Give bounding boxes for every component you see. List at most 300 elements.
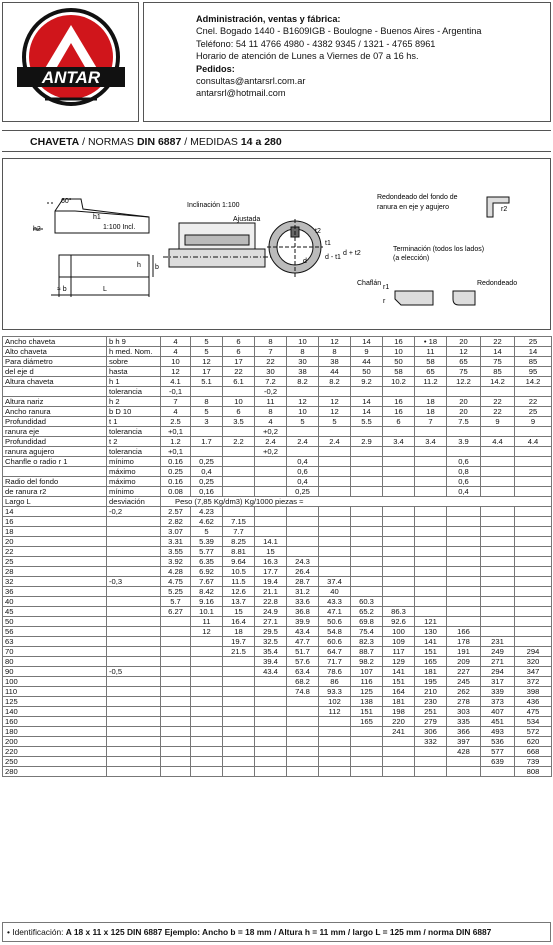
spec-cell: 0,6 bbox=[287, 467, 319, 477]
weight-cell: 47.1 bbox=[319, 607, 351, 617]
weight-cell: 11.5 bbox=[223, 577, 255, 587]
weight-cell: 16.3 bbox=[255, 557, 287, 567]
weight-cell: 43.4 bbox=[255, 667, 287, 677]
deviation-cell bbox=[107, 737, 161, 747]
spec-cell bbox=[383, 387, 415, 397]
weight-row bbox=[3, 747, 552, 757]
length-cell: 70 bbox=[3, 647, 107, 657]
weight-cell: 75.4 bbox=[351, 627, 383, 637]
spec-cell: 6 bbox=[223, 337, 255, 347]
weight-cell: 808 bbox=[515, 767, 552, 777]
spec-cell bbox=[191, 447, 223, 457]
weight-cell bbox=[515, 617, 552, 627]
weight-cell: 5.39 bbox=[191, 537, 223, 547]
weight-cell bbox=[255, 747, 287, 757]
weight-cell bbox=[383, 587, 415, 597]
weight-cell bbox=[415, 597, 447, 607]
weight-cell: 21.5 bbox=[223, 647, 255, 657]
spec-cell: 22 bbox=[515, 397, 552, 407]
weight-cell: 107 bbox=[351, 667, 383, 677]
weight-cell bbox=[447, 607, 481, 617]
spec-cell: 11.2 bbox=[415, 377, 447, 387]
spec-row bbox=[3, 457, 552, 467]
weight-cell: 164 bbox=[383, 687, 415, 697]
page-header bbox=[0, 0, 553, 124]
weight-cell bbox=[161, 677, 191, 687]
spec-cell: 8 bbox=[319, 347, 351, 357]
spec-cell: 30 bbox=[287, 357, 319, 367]
weight-cell bbox=[383, 547, 415, 557]
weight-cell bbox=[383, 747, 415, 757]
spec-cell: 14 bbox=[351, 407, 383, 417]
weight-cell bbox=[191, 707, 223, 717]
weight-cell: 64.7 bbox=[319, 647, 351, 657]
spec-cell: 7 bbox=[415, 417, 447, 427]
weight-cell bbox=[161, 667, 191, 677]
weight-cell bbox=[223, 727, 255, 737]
weight-cell bbox=[351, 747, 383, 757]
weight-cell: 43.3 bbox=[319, 597, 351, 607]
weight-cell bbox=[351, 567, 383, 577]
weight-cell bbox=[481, 767, 515, 777]
weight-cell bbox=[447, 617, 481, 627]
weight-cell bbox=[287, 707, 319, 717]
page-title bbox=[2, 130, 551, 152]
spec-cell: 10.2 bbox=[383, 377, 415, 387]
weight-cell: 475 bbox=[515, 707, 552, 717]
weight-cell bbox=[191, 757, 223, 767]
spec-cell: 16 bbox=[383, 397, 415, 407]
spec-cell bbox=[447, 387, 481, 397]
spec-cell bbox=[287, 387, 319, 397]
inclinacion-label: Inclinación 1:100 bbox=[187, 202, 240, 209]
weight-row bbox=[3, 627, 552, 637]
weight-cell bbox=[287, 767, 319, 777]
hours-line: Horario de atención de Lunes a Viernes de 07 a 16 hs. bbox=[196, 51, 419, 62]
spec-cell bbox=[191, 387, 223, 397]
weight-cell bbox=[255, 767, 287, 777]
weight-cell bbox=[255, 677, 287, 687]
weight-cell: 451 bbox=[481, 717, 515, 727]
weight-cell: 141 bbox=[383, 667, 415, 677]
deviation-cell: -0,5 bbox=[107, 667, 161, 677]
weight-cell: 6.92 bbox=[191, 567, 223, 577]
weight-cell bbox=[287, 517, 319, 527]
length-cell: 14 bbox=[3, 507, 107, 517]
weight-cell bbox=[319, 547, 351, 557]
weight-cell: 116 bbox=[351, 677, 383, 687]
deviation-cell bbox=[107, 727, 161, 737]
spec-cell bbox=[515, 477, 552, 487]
weight-cell bbox=[191, 637, 223, 647]
r2-label: r2 bbox=[501, 206, 508, 213]
spec-cell: 18 bbox=[415, 397, 447, 407]
row-label bbox=[3, 387, 107, 397]
weight-cell: 3.07 bbox=[161, 527, 191, 537]
spec-cell: • 18 bbox=[415, 337, 447, 347]
weight-cell bbox=[255, 717, 287, 727]
row-sublabel: t 2 bbox=[107, 437, 161, 447]
spec-cell: 2.4 bbox=[319, 437, 351, 447]
spec-cell: 4.4 bbox=[515, 437, 552, 447]
weight-cell: 198 bbox=[383, 707, 415, 717]
spec-row bbox=[3, 437, 552, 447]
weight-row bbox=[3, 507, 552, 517]
weight-cell bbox=[351, 507, 383, 517]
spec-cell: 5 bbox=[191, 337, 223, 347]
row-label: Altura chaveta bbox=[3, 377, 107, 387]
weight-cell: 15 bbox=[255, 547, 287, 557]
weight-cell: 620 bbox=[515, 737, 552, 747]
weight-cell bbox=[287, 537, 319, 547]
spec-cell: 85 bbox=[481, 367, 515, 377]
spec-cell bbox=[383, 487, 415, 497]
weight-cell: 28.7 bbox=[287, 577, 319, 587]
spec-cell: 12 bbox=[319, 407, 351, 417]
redondeado-title-1: Redondeado del fondo de bbox=[377, 194, 458, 201]
weight-row bbox=[3, 667, 552, 677]
spec-row bbox=[3, 467, 552, 477]
weight-cell: 24.9 bbox=[255, 607, 287, 617]
weight-cell bbox=[481, 557, 515, 567]
h2-label: h2 bbox=[33, 226, 41, 233]
weight-cell: 12.6 bbox=[223, 587, 255, 597]
row-sublabel: tolerancia bbox=[107, 387, 161, 397]
spec-cell: 10 bbox=[383, 347, 415, 357]
weight-cell bbox=[255, 527, 287, 537]
weight-cell: 245 bbox=[447, 677, 481, 687]
spec-cell bbox=[383, 477, 415, 487]
spec-cell: 2.5 bbox=[161, 417, 191, 427]
weight-cell bbox=[481, 607, 515, 617]
spec-cell: 58 bbox=[383, 367, 415, 377]
spec-cell: 22 bbox=[481, 397, 515, 407]
weight-cell bbox=[191, 747, 223, 757]
spec-cell: 5 bbox=[191, 407, 223, 417]
spec-cell: 20 bbox=[447, 337, 481, 347]
weight-cell bbox=[515, 517, 552, 527]
weight-cell bbox=[447, 757, 481, 767]
spec-cell bbox=[515, 487, 552, 497]
spec-cell: 4.4 bbox=[481, 437, 515, 447]
weight-cell bbox=[223, 737, 255, 747]
weight-cell: 4.75 bbox=[161, 577, 191, 587]
deviation-cell bbox=[107, 607, 161, 617]
deviation-cell bbox=[107, 527, 161, 537]
spec-cell: 65 bbox=[447, 357, 481, 367]
weight-cell: 22.8 bbox=[255, 597, 287, 607]
deviation-cell bbox=[107, 757, 161, 767]
weight-row bbox=[3, 557, 552, 567]
weight-cell bbox=[383, 597, 415, 607]
weight-cell bbox=[161, 767, 191, 777]
spec-cell: 25 bbox=[515, 337, 552, 347]
deviation-cell bbox=[107, 597, 161, 607]
weight-cell bbox=[351, 517, 383, 527]
row-sublabel: mínimo bbox=[107, 457, 161, 467]
spec-cell: 0,4 bbox=[447, 487, 481, 497]
weight-cell bbox=[383, 577, 415, 587]
spec-cell: 10 bbox=[287, 337, 319, 347]
spec-cell: 4 bbox=[161, 407, 191, 417]
length-cell: 200 bbox=[3, 737, 107, 747]
orders-heading: Pedidos: bbox=[196, 63, 235, 74]
spec-cell bbox=[415, 457, 447, 467]
weight-cell: 47.7 bbox=[287, 637, 319, 647]
weight-row bbox=[3, 727, 552, 737]
email-2[interactable]: antarsrl@hotmail.com bbox=[196, 88, 286, 99]
weight-row bbox=[3, 707, 552, 717]
length-cell: 160 bbox=[3, 717, 107, 727]
weight-cell bbox=[191, 717, 223, 727]
weight-cell: 210 bbox=[415, 687, 447, 697]
deviation-cell bbox=[107, 657, 161, 667]
weight-cell bbox=[415, 527, 447, 537]
spec-cell bbox=[255, 467, 287, 477]
spec-cell: 14.2 bbox=[481, 377, 515, 387]
deviation-cell: -0,3 bbox=[107, 577, 161, 587]
weight-cell bbox=[161, 657, 191, 667]
weight-cell: 8.81 bbox=[223, 547, 255, 557]
length-cell: 25 bbox=[3, 557, 107, 567]
weight-cell: 668 bbox=[515, 747, 552, 757]
spec-cell: +0,2 bbox=[255, 447, 287, 457]
row-label: ranura eje bbox=[3, 427, 107, 437]
weight-cell bbox=[383, 537, 415, 547]
weight-cell bbox=[161, 717, 191, 727]
weight-cell bbox=[481, 597, 515, 607]
row-label: de ranura r2 bbox=[3, 487, 107, 497]
weight-cell: 18 bbox=[223, 627, 255, 637]
weight-cell bbox=[287, 757, 319, 767]
spec-cell bbox=[447, 447, 481, 457]
spec-row bbox=[3, 367, 552, 377]
spec-cell: 22 bbox=[481, 407, 515, 417]
weight-cell: 317 bbox=[481, 677, 515, 687]
length-cell: 90 bbox=[3, 667, 107, 677]
weight-cell: 407 bbox=[481, 707, 515, 717]
deviation-cell bbox=[107, 537, 161, 547]
weight-cell bbox=[255, 757, 287, 767]
spec-cell: 0,4 bbox=[287, 477, 319, 487]
weight-cell: 181 bbox=[383, 697, 415, 707]
weight-cell bbox=[161, 687, 191, 697]
spec-cell: 22 bbox=[481, 337, 515, 347]
chamfer-detail bbox=[395, 291, 475, 305]
weight-cell: 165 bbox=[415, 657, 447, 667]
deviation-cell bbox=[107, 617, 161, 627]
weight-cell bbox=[255, 507, 287, 517]
spec-cell bbox=[351, 387, 383, 397]
weight-cell bbox=[415, 577, 447, 587]
weight-cell bbox=[415, 517, 447, 527]
spec-cell bbox=[255, 457, 287, 467]
footer-ident: A 18 x 11 x 125 DIN 6887 bbox=[65, 927, 163, 937]
spec-cell: 22 bbox=[223, 367, 255, 377]
weight-cell bbox=[415, 567, 447, 577]
spec-cell: 8 bbox=[191, 397, 223, 407]
footer-example: Ejemplo: Ancho b = 18 mm / Altura h = 11 mm / largo L = 125 mm / norma DIN 6887 bbox=[162, 927, 492, 937]
row-label: Ancho ranura bbox=[3, 407, 107, 417]
spec-cell: 8 bbox=[255, 337, 287, 347]
weight-cell bbox=[481, 567, 515, 577]
weight-cell: 294 bbox=[481, 667, 515, 677]
weight-cell bbox=[515, 627, 552, 637]
deviation-cell bbox=[107, 517, 161, 527]
weight-cell bbox=[481, 577, 515, 587]
weight-cell bbox=[161, 747, 191, 757]
spec-cell: -0,2 bbox=[255, 387, 287, 397]
spec-cell: 2.4 bbox=[255, 437, 287, 447]
weight-cell bbox=[319, 717, 351, 727]
length-cell: 80 bbox=[3, 657, 107, 667]
row-label: Profundidad bbox=[3, 437, 107, 447]
spec-cell bbox=[351, 427, 383, 437]
spec-cell: 16 bbox=[383, 407, 415, 417]
weight-cell bbox=[161, 697, 191, 707]
weight-row bbox=[3, 587, 552, 597]
chaflan-label: Chaflán bbox=[357, 280, 382, 287]
spec-cell: 0,25 bbox=[191, 477, 223, 487]
weight-cell bbox=[481, 617, 515, 627]
weight-cell: 19.4 bbox=[255, 577, 287, 587]
weight-cell: 63.4 bbox=[287, 667, 319, 677]
spec-cell: 44 bbox=[351, 357, 383, 367]
spec-cell: 12 bbox=[319, 397, 351, 407]
weight-cell bbox=[481, 517, 515, 527]
weight-cell: 141 bbox=[415, 637, 447, 647]
weight-cell bbox=[383, 527, 415, 537]
deviation-cell bbox=[107, 677, 161, 687]
spec-cell: 0.08 bbox=[161, 487, 191, 497]
spec-cell bbox=[415, 477, 447, 487]
h-label: h bbox=[137, 262, 141, 269]
weight-cell: 231 bbox=[481, 637, 515, 647]
weight-cell bbox=[351, 557, 383, 567]
weight-cell: 6.27 bbox=[161, 607, 191, 617]
spec-row bbox=[3, 477, 552, 487]
spec-cell: 7 bbox=[161, 397, 191, 407]
row-sublabel: tolerancia bbox=[107, 427, 161, 437]
spec-cell bbox=[383, 457, 415, 467]
weight-cell bbox=[515, 607, 552, 617]
weight-row bbox=[3, 597, 552, 607]
spec-cell: 7.5 bbox=[447, 417, 481, 427]
weight-cell: 366 bbox=[447, 727, 481, 737]
weight-cell: 493 bbox=[481, 727, 515, 737]
r1-label: r1 bbox=[383, 284, 390, 291]
weight-cell: 10.5 bbox=[223, 567, 255, 577]
weight-cell bbox=[415, 747, 447, 757]
weight-cell: 271 bbox=[481, 657, 515, 667]
weight-cell: 15 bbox=[223, 607, 255, 617]
weight-cell bbox=[287, 747, 319, 757]
spec-cell bbox=[481, 387, 515, 397]
weight-cell bbox=[191, 687, 223, 697]
spec-cell: 4 bbox=[161, 337, 191, 347]
weight-cell: 13.7 bbox=[223, 597, 255, 607]
spec-cell: 50 bbox=[383, 357, 415, 367]
deviation-cell bbox=[107, 567, 161, 577]
length-cell: 100 bbox=[3, 677, 107, 687]
weight-cell: 220 bbox=[383, 717, 415, 727]
weight-cell bbox=[351, 547, 383, 557]
weight-cell bbox=[223, 707, 255, 717]
spec-cell: -0,1 bbox=[161, 387, 191, 397]
weight-cell: 6.35 bbox=[191, 557, 223, 567]
spec-row bbox=[3, 347, 552, 357]
weight-cell: 151 bbox=[351, 707, 383, 717]
spec-cell bbox=[383, 467, 415, 477]
row-sublabel: b D 10 bbox=[107, 407, 161, 417]
weight-cell: 165 bbox=[351, 717, 383, 727]
spec-cell bbox=[319, 387, 351, 397]
specification-table bbox=[2, 336, 552, 777]
weight-cell bbox=[383, 757, 415, 767]
spec-cell: 5.1 bbox=[191, 377, 223, 387]
spec-cell: 4.1 bbox=[161, 377, 191, 387]
spec-cell: 3 bbox=[191, 417, 223, 427]
weight-cell: 3.31 bbox=[161, 537, 191, 547]
weight-cell bbox=[287, 737, 319, 747]
spec-cell: 95 bbox=[515, 367, 552, 377]
spec-cell: 12 bbox=[447, 347, 481, 357]
weight-row bbox=[3, 527, 552, 537]
weight-cell bbox=[351, 737, 383, 747]
length-cell: 45 bbox=[3, 607, 107, 617]
spec-cell: 25 bbox=[515, 407, 552, 417]
weight-cell: 36.8 bbox=[287, 607, 319, 617]
technical-drawing bbox=[2, 158, 551, 330]
weight-cell: 5.7 bbox=[161, 597, 191, 607]
weight-cell bbox=[383, 557, 415, 567]
weight-cell: 339 bbox=[481, 687, 515, 697]
weight-cell: 86 bbox=[319, 677, 351, 687]
spec-cell bbox=[351, 447, 383, 457]
weight-cell: 17.7 bbox=[255, 567, 287, 577]
weight-cell: 37.4 bbox=[319, 577, 351, 587]
weight-cell: 121 bbox=[415, 617, 447, 627]
weight-cell: 397 bbox=[447, 737, 481, 747]
weight-cell bbox=[383, 517, 415, 527]
weight-cell bbox=[447, 517, 481, 527]
weight-cell: 112 bbox=[319, 707, 351, 717]
weight-cell bbox=[319, 527, 351, 537]
weight-cell bbox=[415, 767, 447, 777]
spec-cell: 7 bbox=[255, 347, 287, 357]
spec-cell bbox=[351, 457, 383, 467]
spec-cell bbox=[319, 457, 351, 467]
spec-row bbox=[3, 337, 552, 347]
spec-cell bbox=[351, 467, 383, 477]
spec-cell: 17 bbox=[223, 357, 255, 367]
weight-cell: 7.67 bbox=[191, 577, 223, 587]
weight-cell: 98.2 bbox=[351, 657, 383, 667]
spec-cell bbox=[515, 447, 552, 457]
email-1[interactable]: consultas@antarsrl.com.ar bbox=[196, 76, 306, 87]
row-sublabel: máximo bbox=[107, 467, 161, 477]
weight-cell bbox=[319, 507, 351, 517]
spec-cell: 0,25 bbox=[287, 487, 319, 497]
deviation-cell bbox=[107, 707, 161, 717]
spec-cell: +0,2 bbox=[255, 427, 287, 437]
spec-cell bbox=[415, 487, 447, 497]
weight-row bbox=[3, 607, 552, 617]
weight-row bbox=[3, 687, 552, 697]
spec-cell bbox=[515, 427, 552, 437]
spec-cell: 8.2 bbox=[319, 377, 351, 387]
b-label: b bbox=[155, 264, 159, 271]
